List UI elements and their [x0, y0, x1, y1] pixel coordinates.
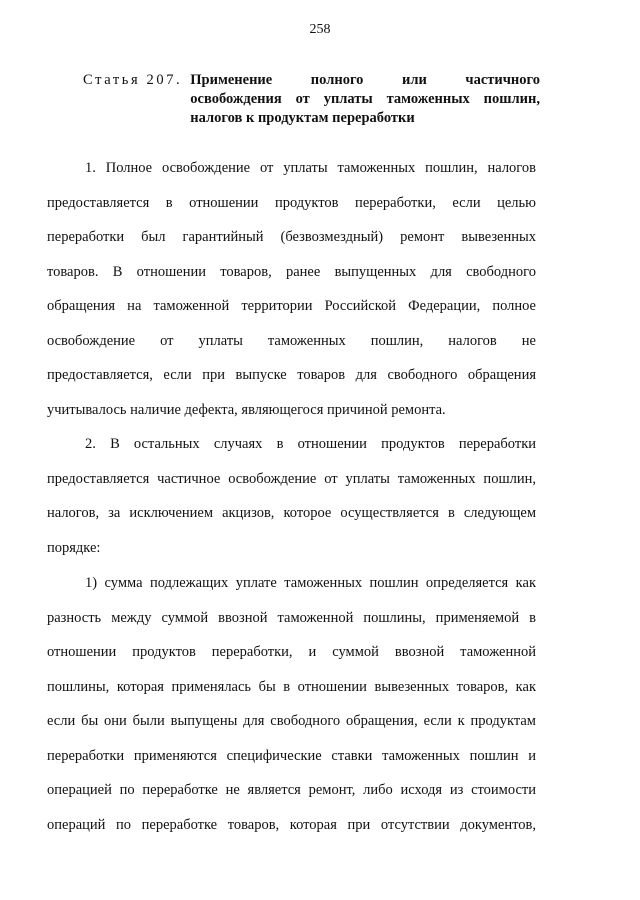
text-line: переработки применяются специфические ставки таможенных пошлин и — [47, 747, 536, 764]
page-number: 258 — [309, 22, 331, 37]
text-line: переработки был гарантийный (безвозмездный) ремонт вывезенных — [47, 229, 536, 245]
text-line: отношении продуктов переработки, и суммой ввозной таможенной — [47, 644, 536, 660]
text-line: освобождение от уплаты таможенных пошлин, налогов не — [47, 332, 536, 349]
text-line: предоставляется, если при выпуске товаров для свободного обращения — [47, 367, 536, 383]
text-line: обращения на таможенной территории Российской Федерации, полное — [47, 298, 536, 314]
article-heading — [83, 71, 540, 128]
text-line: налогов, за исключением акцизов, которое осуществляется в следующем — [47, 505, 536, 521]
text-line: 1. Полное освобождение от уплаты таможенных пошлин, налогов — [85, 160, 536, 176]
text-line: учитывалось наличие дефекта, являющегося причиной ремонта. — [47, 401, 446, 418]
article-label: Статья 207. — [83, 72, 183, 88]
text-line: товаров. В отношении товаров, ранее выпущенных для свободного — [47, 263, 536, 280]
text-line: предоставляется в отношении продуктов переработки, если целью — [47, 194, 536, 211]
paragraph-2 — [47, 427, 536, 565]
article-title — [190, 71, 540, 128]
paragraph-3 — [47, 566, 536, 842]
article-title-line: Применение полного или частичного — [190, 72, 540, 88]
text-line: разность между суммой ввозной таможенной пошлины, применяемой в — [47, 609, 536, 626]
text-line: пошлины, которая применялась бы в отношении вывезенных товаров, как — [47, 678, 536, 695]
text-line: 1) сумма подлежащих уплате таможенных пошлин определяется как — [85, 575, 536, 591]
paragraph-1 — [47, 151, 536, 427]
text-line: 2. В остальных случаях в отношении продуктов переработки — [85, 436, 536, 452]
article-title-line: налогов к продуктам переработки — [190, 110, 415, 126]
text-line: порядке: — [47, 539, 101, 556]
text-line: операций по переработке товаров, которая при отсутствии документов, — [47, 816, 536, 833]
text-line: если бы они были выпущены для свободного обращения, если к продуктам — [47, 713, 536, 729]
text-line: предоставляется частичное освобождение от уплаты таможенных пошлин, — [47, 470, 536, 487]
text-line: операцией по переработке не является ремонт, либо исходя из стоимости — [47, 782, 536, 798]
article-title-line: освобождения от уплаты таможенных пошлин, — [190, 91, 540, 107]
